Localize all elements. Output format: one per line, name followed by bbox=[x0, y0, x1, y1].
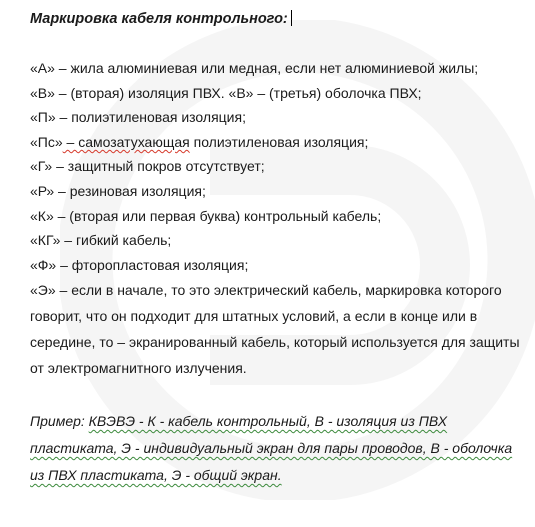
heading-text: Маркировка кабеля контрольного: bbox=[30, 11, 288, 27]
marking-code: «Э» bbox=[30, 282, 56, 299]
list-item bbox=[30, 154, 530, 179]
spellcheck-underlined-text: – самозатухающая bbox=[62, 133, 190, 150]
marking-description: – (вторая или первая буква) контрольный кабель; bbox=[53, 207, 382, 224]
marking-description: – защитный покров отсутствует; bbox=[52, 158, 265, 175]
list-item bbox=[30, 179, 530, 204]
marking-list bbox=[30, 56, 530, 381]
list-item bbox=[30, 204, 530, 229]
marking-description: – фторопластовая изоляция; bbox=[56, 256, 249, 273]
document-body bbox=[30, 10, 530, 381]
marking-code: «Пс» bbox=[30, 133, 63, 150]
marking-description: – жила алюминиевая или медная, если нет алюминиевой жилы; bbox=[54, 60, 479, 76]
marking-code: «В» bbox=[30, 84, 55, 101]
example-label: Пример: bbox=[30, 413, 89, 429]
marking-description: – (вторая) изоляция ПВХ. «В» – (третья) оболочка ПВХ; bbox=[54, 84, 422, 101]
list-item bbox=[30, 253, 530, 278]
marking-description: – гибкий кабель; bbox=[60, 232, 172, 249]
text-cursor bbox=[291, 10, 292, 26]
list-item bbox=[30, 56, 530, 81]
document-heading bbox=[30, 10, 530, 28]
marking-description: полиэтиленовая изоляция; bbox=[189, 133, 369, 150]
marking-code: «КГ» bbox=[30, 232, 61, 249]
marking-code: «А» bbox=[30, 60, 55, 76]
list-item bbox=[30, 105, 530, 130]
list-item bbox=[30, 130, 530, 155]
example-text: КВЭВЭ - К - кабель контрольный, В - изоляция из ПВХ пластиката, Э - индивидуальный экран для пары проводов, В - оболочка из ПВХ пластиката, Э - общий экран. bbox=[30, 413, 513, 483]
marking-description: – если в начале, то это электрический кабель, маркировка которого говорит, что он подходит для штатных условий, а если в конце или в середине, то – экранированный кабель, который используется для защиты от электромагнитного излучения. bbox=[30, 282, 520, 377]
marking-code: «Ф» bbox=[30, 256, 57, 273]
list-item bbox=[30, 277, 520, 381]
example-paragraph bbox=[30, 408, 520, 489]
marking-code: «Г» bbox=[30, 158, 53, 175]
marking-code: «К» bbox=[30, 207, 54, 224]
marking-code: «Р» bbox=[30, 182, 55, 199]
marking-description: – резиновая изоляция; bbox=[54, 182, 206, 199]
marking-description: – полиэтиленовая изоляция; bbox=[55, 109, 246, 126]
list-item bbox=[30, 81, 530, 106]
list-item bbox=[30, 228, 530, 253]
marking-code: «П» bbox=[30, 109, 56, 126]
